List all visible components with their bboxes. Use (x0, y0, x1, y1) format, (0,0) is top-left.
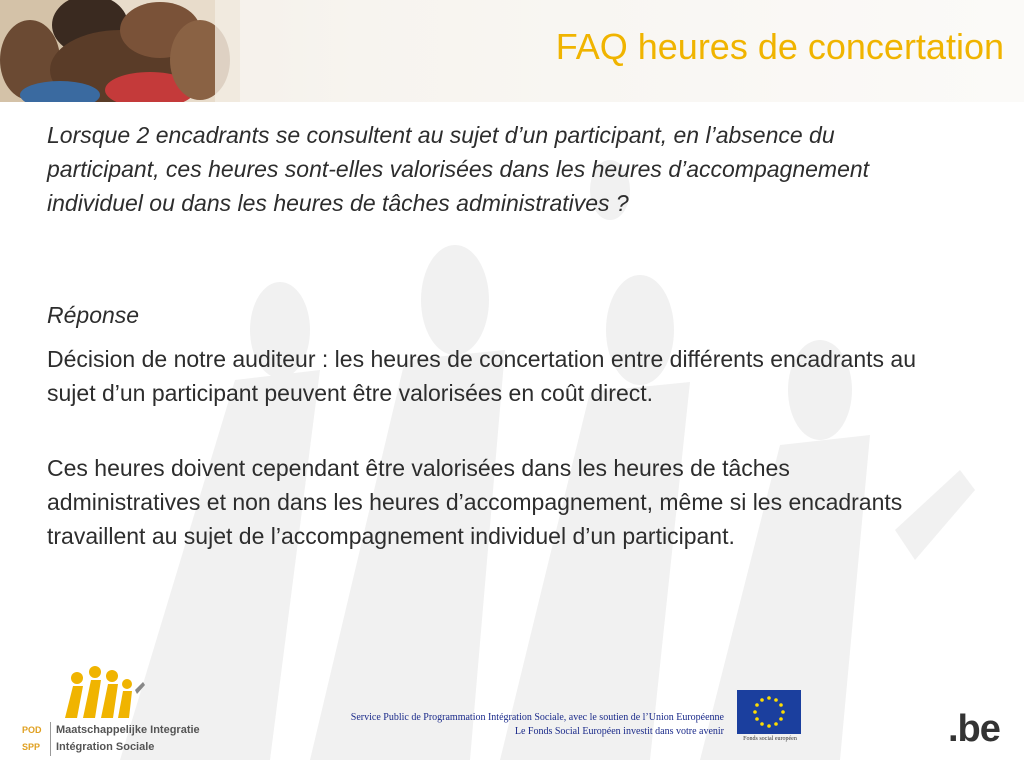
spp-integration-sociale-logo (20, 660, 220, 760)
org-names (56, 722, 200, 756)
children-hugging-photo (0, 0, 240, 102)
org-codes (22, 722, 42, 756)
footer-notice-line1: Service Public de Programmation Intégration Sociale, avec le soutien de l’Union Européenne (350, 712, 724, 723)
org-code-nl: POD (22, 725, 42, 735)
slide-title: FAQ heures de concertation (555, 26, 1004, 67)
footer-notice (351, 711, 724, 739)
answer-paragraph: Décision de notre auditeur : les heures de concertation entre différents encadrants au sujet d’un participant peuvent être valorisées en coût direct. (47, 346, 917, 406)
be-logo: .be (948, 708, 1000, 750)
org-name-nl: Maatschappelijke Integratie (56, 724, 200, 736)
footer-notice-line2: Le Fonds Social Européen investit dans votre avenir (514, 726, 724, 737)
org-name-fr: Intégration Sociale (56, 741, 155, 753)
answer-paragraph: Ces heures doivent cependant être valorisées dans les heures de tâches administratives et non dans les heures d’accompagnement, même si les encadrants travaillent au sujet de l’accompagnement individuel d’un participant. (47, 455, 903, 549)
eu-flag-icon (737, 690, 801, 734)
eu-caption: Fonds social européen (743, 736, 797, 742)
org-code-fr: SPP (22, 742, 41, 752)
header-banner (0, 0, 1024, 102)
people-figures-logo-icon (55, 660, 145, 720)
answer-heading: Réponse (47, 302, 140, 328)
logo-divider (50, 722, 51, 756)
faq-question: Lorsque 2 encadrants se consultent au sujet d’un participant, en l’absence du participant, ces heures sont-elles valorisées dans les heures d’accompagnement individuel ou dans les heures de tâches administratives ? (47, 122, 870, 216)
